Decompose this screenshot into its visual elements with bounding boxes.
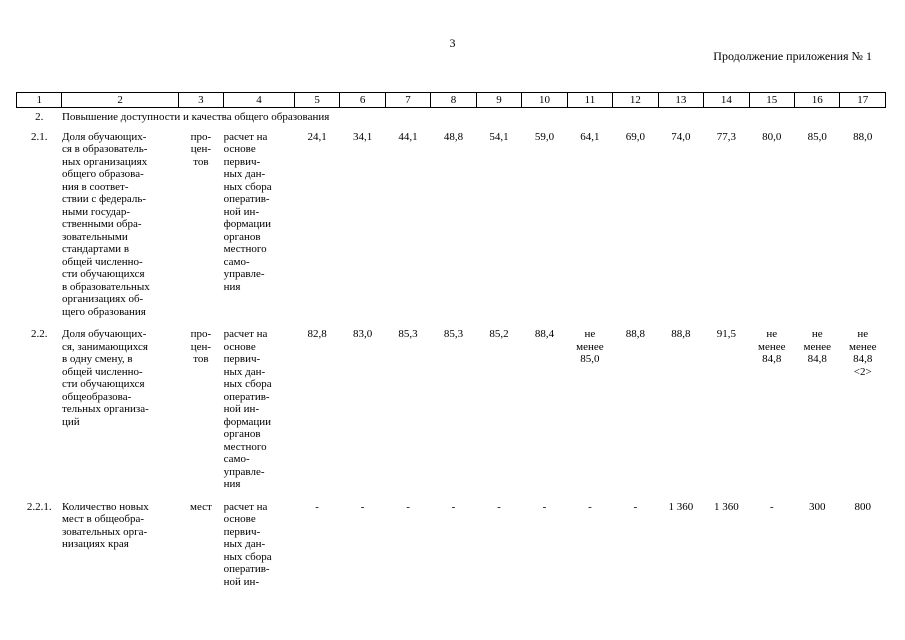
table-row bbox=[17, 324, 886, 497]
value-cell: 88,0 bbox=[853, 130, 873, 143]
value-cell: 85,2 bbox=[489, 328, 509, 340]
value-cell: не менее 84,8 bbox=[758, 328, 786, 365]
column-header: 12 bbox=[613, 93, 658, 108]
value-cell: 91,5 bbox=[716, 328, 736, 340]
column-header: 7 bbox=[385, 93, 430, 108]
value-cell: 82,8 bbox=[307, 328, 327, 340]
column-header: 5 bbox=[294, 93, 339, 108]
value-cell: 85,3 bbox=[443, 328, 464, 340]
column-number-row bbox=[17, 93, 886, 108]
value-cell: - bbox=[406, 500, 410, 513]
value-cell: 83,0 bbox=[352, 328, 373, 340]
value-cell: 48,8 bbox=[443, 130, 464, 143]
value-cell: 85,0 bbox=[807, 130, 827, 143]
column-header: 13 bbox=[658, 93, 703, 108]
indicators-table bbox=[16, 92, 886, 594]
value-cell: 800 bbox=[854, 500, 871, 513]
unit-cell: про- цен- тов bbox=[190, 328, 212, 365]
value-cell: 54,1 bbox=[489, 130, 509, 143]
value-cell: 34,1 bbox=[352, 130, 373, 143]
column-header: 4 bbox=[224, 93, 295, 108]
value-cell: 1 360 bbox=[713, 500, 739, 513]
value-cell: - bbox=[451, 500, 456, 513]
method-cell: расчет на основе первич- ных дан- ных сбора оператив- ной ин- формации органов местного само- управле- ния bbox=[223, 130, 272, 293]
column-header: 1 bbox=[17, 93, 62, 108]
value-cell: 300 bbox=[809, 500, 826, 513]
method-cell: расчет на основе первич- ных дан- ных сбора оператив- ной ин- формации органов местного само- управле- ния bbox=[223, 328, 272, 490]
column-header: 3 bbox=[178, 93, 223, 108]
row-number: 2.2. bbox=[30, 328, 48, 340]
value-cell: 77,3 bbox=[716, 130, 736, 143]
column-header: 8 bbox=[431, 93, 476, 108]
column-header: 6 bbox=[340, 93, 385, 108]
value-cell: 59,0 bbox=[534, 130, 555, 143]
section-row bbox=[17, 108, 886, 127]
value-cell: 24,1 bbox=[307, 130, 327, 143]
value-cell: 1 360 bbox=[668, 500, 694, 513]
section-title: Повышение доступности и качества общего образования bbox=[61, 111, 330, 123]
value-cell: - bbox=[315, 500, 319, 513]
continuation-label: Продолжение приложения № 1 bbox=[713, 49, 872, 63]
column-header: 10 bbox=[522, 93, 567, 108]
column-header: 2 bbox=[62, 93, 178, 108]
row-number: 2.2.1. bbox=[26, 500, 52, 513]
value-cell: - bbox=[497, 500, 501, 513]
indicator-name: Количество новых мест в общеобра- зовательных орга- низациях края bbox=[61, 500, 149, 550]
indicator-name: Доля обучающих- ся в образователь- ных организациях общего образова- ния в соответ- ствии с федераль- ными государ- ственными обра- зовательными стандартами в общей численно- сти обучающихся в образовательных организациях об- щего образования bbox=[61, 130, 150, 318]
value-cell: - bbox=[769, 500, 774, 513]
unit-cell: мест bbox=[190, 500, 212, 513]
page-number: 3 bbox=[449, 36, 456, 50]
column-header: 9 bbox=[476, 93, 521, 108]
value-cell: 88,8 bbox=[625, 328, 645, 340]
method-cell: расчет на основе первич- ных дан- ных сбора оператив- ной ин- bbox=[223, 500, 272, 588]
value-cell: не менее 84,8 <2> bbox=[848, 328, 877, 378]
column-header: 16 bbox=[795, 93, 840, 108]
value-cell: 85,3 bbox=[398, 328, 418, 340]
value-cell: - bbox=[633, 500, 638, 513]
column-header: 17 bbox=[840, 93, 886, 108]
value-cell: 88,4 bbox=[534, 328, 555, 340]
column-header: 14 bbox=[704, 93, 749, 108]
value-cell: - bbox=[360, 500, 365, 513]
value-cell: - bbox=[542, 500, 547, 513]
value-cell: не менее 84,8 bbox=[803, 328, 831, 365]
value-cell: не менее 85,0 bbox=[576, 328, 604, 365]
value-cell: 69,0 bbox=[625, 130, 645, 143]
value-cell: - bbox=[588, 500, 592, 513]
table-row bbox=[17, 127, 886, 325]
value-cell: 74,0 bbox=[671, 130, 691, 143]
column-header: 11 bbox=[567, 93, 612, 108]
value-cell: 80,0 bbox=[762, 130, 782, 143]
value-cell: 44,1 bbox=[398, 130, 418, 143]
value-cell: 88,8 bbox=[671, 328, 691, 340]
column-header: 15 bbox=[749, 93, 794, 108]
row-number: 2.1. bbox=[30, 130, 48, 143]
table-row bbox=[17, 497, 886, 595]
unit-cell: про- цен- тов bbox=[190, 130, 212, 168]
value-cell: 64,1 bbox=[580, 130, 600, 143]
section-number: 2. bbox=[35, 111, 44, 123]
indicator-name: Доля обучающих- ся, занимающихся в одну смену, в общей численно- сти обучающихся общеобразова- тельных организа- ций bbox=[61, 328, 149, 428]
